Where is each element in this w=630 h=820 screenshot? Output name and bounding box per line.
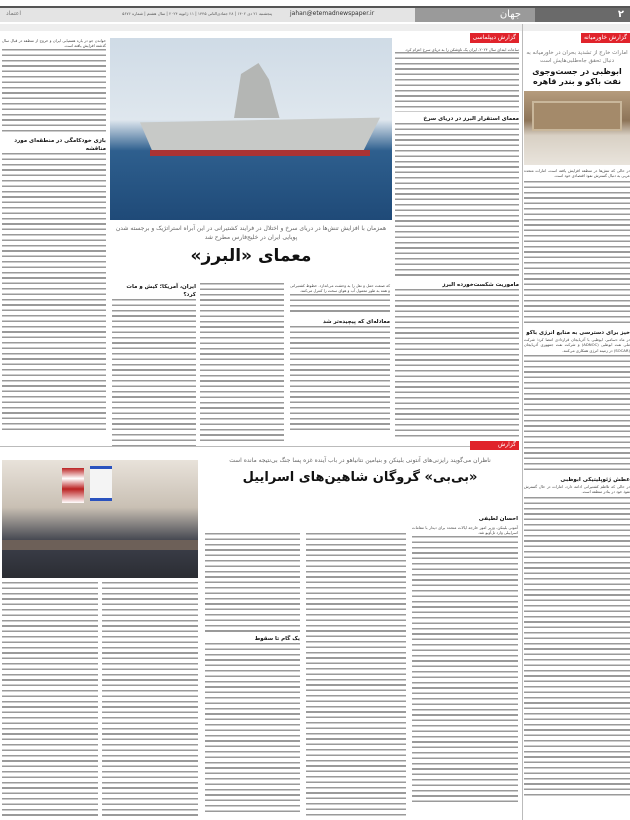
tag-middle-east: گزارش خاورمیانه [581,33,630,43]
photo-warship-alborz [110,38,392,220]
body-text-lines [524,181,630,326]
body-text-lines [395,289,519,439]
body-text-lines [205,643,300,813]
tag-diplomacy: گزارش دیپلماسی [470,33,519,43]
body-text-lines [290,326,390,431]
headline: ابوظبی در جست‌وجوی نفت باکو و بندر قاهره [532,67,622,86]
story-column [412,515,518,806]
subhead: معادله‌ای که پیچیده‌تر شد [322,318,390,325]
subhead: ایران، آمریکا؛ کیش و مات کرد؟ [126,284,196,298]
body-text-lines [395,123,519,278]
subhead: عطش ژئوپلیتیکی ابوظبی [560,477,630,484]
body-text-lines [306,533,406,817]
body-text-lines [2,582,98,817]
kicker: امارات خارج از تشدید بحران در خاورمیانه به دنبال تحقق جاه‌طلبی‌هایش است [526,50,628,64]
body-text: آنتونی بلینکن، وزیر امور خارجه ایالات متحده برای دیدار با مقامات اسراییلی وارد تل‌آویو شد. [412,525,518,536]
photo-blinken-netanyahu-meeting [2,460,198,578]
subhead: خیز برای دسترسی به منابع انرژی باکو [526,329,630,336]
story-column [112,283,196,449]
body-text-lines [395,52,519,112]
tag-report: گزارش [495,441,519,449]
story-column [290,283,390,431]
diplomacy-column [395,24,519,444]
subhead: ماموریت شکست‌خورده البرز [442,282,519,289]
subhead: یک گام تا سقوط [254,636,300,642]
body-text: که صنعت حمل و نقل را به وحشت می‌اندازد. خطوط کشتیرانی و همه به طور معمول آب و هوای سخت را کنترل می‌کنند. [290,283,390,294]
left-column [2,38,106,433]
body-text-lines [205,533,300,633]
page-number: ۲ [535,8,630,22]
subhead: بازی خودکامگی در منطقه‌ای مورد مناقشه [14,137,106,152]
newspaper-logo: اعتماد [6,10,22,17]
photo-meeting [524,91,630,165]
body-text-lines [112,299,196,449]
body-text-lines [2,49,106,134]
body-text: ساعات ابتدای سال ۲۰۲۴، ایران یک ناوشکن را به دریای سرخ اعزام کرد. [404,47,519,52]
body-text: در حالی که تلاطم کشتیرانی ادامه دارد، امارات در حال گسترش نفوذ خود در بنادر منطقه است. [524,484,630,495]
subhead: معمای استقرار البرز در دریای سرخ [423,116,519,123]
body-text-lines [412,536,518,806]
byline: احسان لطیفی [478,516,518,522]
body-text-lines [524,355,630,473]
section-title: جهان [415,8,535,22]
body-text-lines [290,294,390,314]
tag-report-bar [470,441,519,450]
body-text: خواندن جو در باره هستیابی ایران و خروج از منطقه در قبال سال گذشته افزایش یافته است. [2,38,106,49]
body-text-lines [524,497,630,797]
section-email[interactable]: jahan@etemadnewspaper.ir [290,10,375,17]
headline: «بی‌بی» گروگان شاهین‌های اسراییل [242,470,478,485]
divider [0,446,519,447]
headline: معمای «البرز» [190,246,312,266]
kicker: ناظران می‌گویند رایزنی‌های آنتونی بلینکن و بنیامین نتانیاهو در باب آینده غزه پسا جنگ بی‌نتیجه مانده است [229,457,491,464]
date-line: پنجشنبه ۲۱ دی ۱۴۰۲ | ۲۸ جمادی‌الثانی ۱۴۴۵ | ۱۱ ژانویه ۲۰۲۴ | سال هشتم | شماره ۵۶۷۶ [122,11,272,16]
divider [522,24,523,820]
main-story-title-block [112,224,390,268]
body-text: در ماه دسامبر، ابوظبی با آذربایجان قراردادی امضا کرد؛ شرکت ملی نفت ابوظبی (ADNOC) و شرکت نفت جمهوری آذربایجان (SOCAR) در زمینه انرژی همکاری می‌کنند. [524,336,630,353]
body-text-lines [102,582,198,817]
body-text-lines [200,283,284,443]
right-column [524,24,630,820]
kicker: همزمان با افزایش تنش‌ها در دریای سرخ و اختلال در فرایند کشتیرانی در این آبراه استراتژیک و برجسته شدن پویایی ایران در خلیج‌فارس مطرح شد [115,225,387,241]
story-column [205,533,300,813]
body-text: در حالی که تنش‌ها در منطقه افزایش یافته است، امارات متحده عربی به دنبال گسترش نفوذ اقتصادی خود است. [524,168,630,179]
bottom-title-block [205,456,515,488]
body-text-lines [2,153,106,433]
page-header [0,6,630,22]
